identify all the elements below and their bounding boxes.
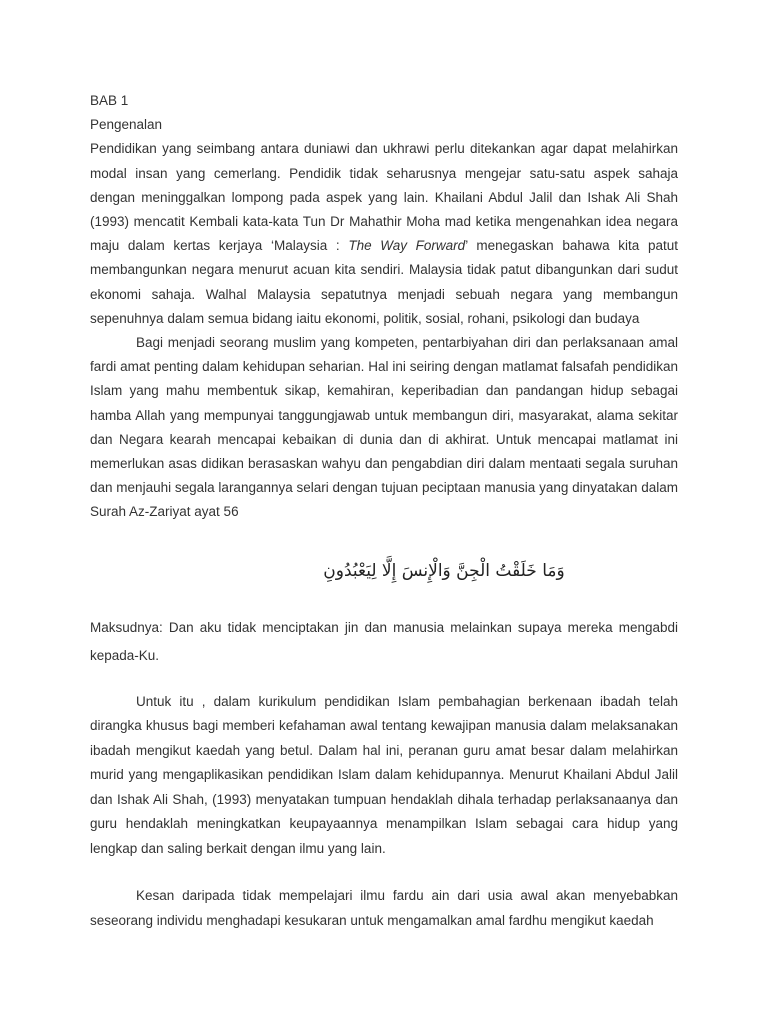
paragraph-curriculum: Untuk itu , dalam kurikulum pendidikan Islam pembahagian berkenaan ibadah telah dirangka khusus bagi memberi kefahaman awal tentang kewajipan manusia dalam melaksanakan ibadah mengikut kaedah yang betul. Dalam hal ini, peranan guru amat besar dalam melahirkan murid yang mengaplikasikan pendidikan Islam dalam kehidupannya. Menurut Khailani Abdul Jalil dan Ishak Ali Shah, (1993) menyatakan tumpuan hendaklah dihala terhadap perlaksanaanya dan guru hendaklah meningkatkan keupayaannya menampilkan Islam sebagai cara hidup yang lengkap dan saling berkait dengan ilmu yang lain. xyxy=(90,693,678,856)
paragraph-consequence: Kesan daripada tidak mempelajari ilmu fardu ain dari usia awal akan menyebabkan seseorang individu menghadapi kesukaran untuk mengamalkan amal fardhu mengikut kaedah xyxy=(90,888,678,928)
quran-verse: وَمَا خَلَقْتُ الْجِنَّ وَالْإِنسَ إِلَّا لِيَعْبُدُونِ xyxy=(323,560,565,581)
paragraph-intro-part2: ’ menegaskan bahawa kita patut membangunkan negara menurut acuan kita sendiri. Malaysia tidak patut dibangunkan dari sudut ekonomi sahaja. Walhal Malaysia sepatutnya menjadi sebuah negara yang membangun sepenuhnya dalam semua bidang iaitu ekonomi, politik, sosial, rohani, psikologi dan budaya xyxy=(90,238,678,326)
italic-title: The Way Forward xyxy=(348,238,466,254)
paragraph-intro xyxy=(90,137,678,331)
paragraph-intro-part1: Pendidikan yang seimbang antara duniawi dan ukhrawi perlu ditekankan agar dapat melahirkan modal insan yang cemerlang. Pendidik tidak seharusnya mengejar satu-satu aspek sahaja dengan meninggalkan lompong pada aspek yang lain. Khailani Abdul Jalil dan Ishak Ali Shah (1993) mencatit Kembali kata-kata Tun Dr Mahathir Moha mad ketika mengenahkan idea negara maju dalam kertas kerjaya ‘Malaysia : xyxy=(90,141,678,254)
paragraph-muslim: Bagi menjadi seorang muslim yang kompeten, pentarbiyahan diri dan perlaksanaan amal fardi amat penting dalam kehidupan seharian. Hal ini seiring dengan matlamat falsafah pendidikan Islam yang mahu membentuk sikap, kemahiran, keperibadian dan pandangan hidup sebagai hamba Allah yang mempunyai tanggungjawab untuk membangun diri, masyarakat, alama sekitar dan Negara kearah mencapai kebaikan di dunia dan di akhirat. Untuk mencapai matlamat ini memerlukan asas didikan berasaskan wahyu dan pengabdian diri dalam mentaati segala suruhan dan menjauhi segala larangannya selari dengan tujuan peciptaan manusia yang dinyatakan dalam Surah Az-Zariyat ayat 56 xyxy=(90,335,678,520)
verse-meaning: Maksudnya: Dan aku tidak menciptakan jin dan manusia melainkan supaya mereka mengabdi kepada-Ku. xyxy=(90,619,678,663)
document-page xyxy=(90,89,678,933)
chapter-label: BAB 1 xyxy=(90,93,129,108)
chapter-title: Pengenalan xyxy=(90,117,163,133)
